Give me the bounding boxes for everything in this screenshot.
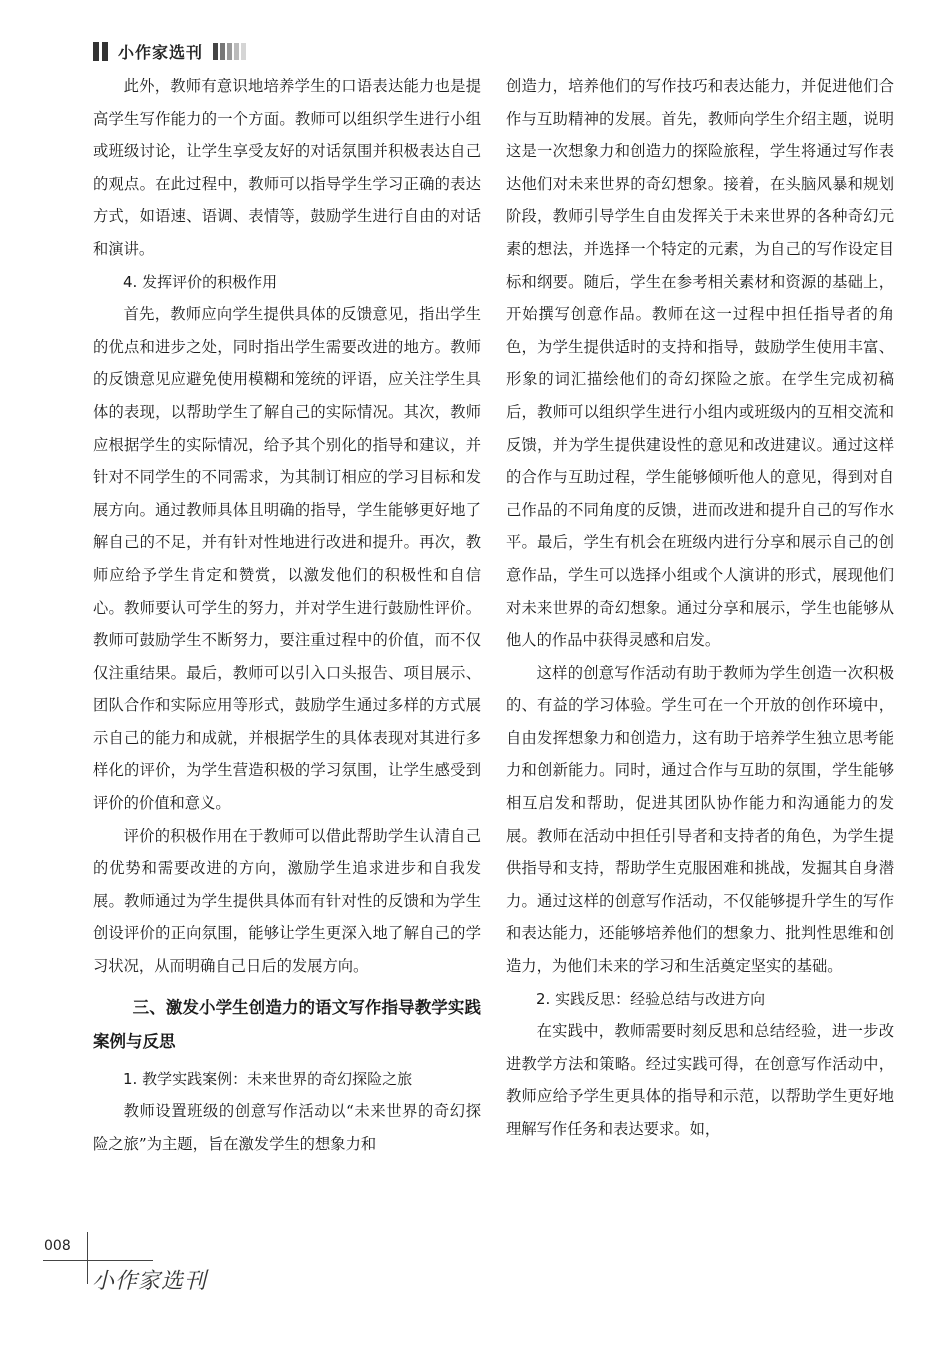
subheading: 4. 发挥评价的积极作用	[123, 272, 278, 291]
paragraph: 在实践中，教师需要时刻反思和总结经验，进一步改进教学方法和策略。经过实践可得，在创意写作活动中，教师应给予学生更具体的指导和示范，以帮助学生更好地理解写作任务和表达要求。如，	[506, 1022, 894, 1138]
subheading: 2. 实践反思：经验总结与改进方向	[536, 989, 766, 1008]
footer-divider	[87, 1232, 88, 1284]
page-number: 008	[44, 1238, 71, 1254]
subheading: 1. 教学实践案例：未来世界的奇幻探险之旅	[123, 1069, 413, 1088]
left-column	[93, 70, 481, 1160]
footer-brand-logo: 小作家选刊	[92, 1269, 208, 1294]
journal-title: 小作家选刊	[118, 42, 204, 62]
paragraph: 教师设置班级的创意写作活动以“未来世界的奇幻探险之旅”为主题，旨在激发学生的想象力和	[93, 1102, 481, 1153]
header-stripe-icon	[234, 43, 239, 60]
header-stripe-icon	[241, 43, 246, 60]
paragraph: 首先，教师应向学生提供具体的反馈意见，指出学生的优点和进步之处，同时指出学生需要改进的地方。教师的反馈意见应避免使用模糊和笼统的评语，应关注学生具体的表现，以帮助学生了解自己的实际情况。其次，教师应根据学生的实际情况，给予其个别化的指导和建议，并针对不同学生的不同需求，为其制订相应的学习目标和发展方向。通过教师具体且明确的指导，学生能够更好地了解自己的不足，并有针对性地进行改进和提升。再次，教师应给予学生肯定和赞赏，以激发他们的积极性和自信心。教师要认可学生的努力，并对学生进行鼓励性评价。教师可鼓励学生不断努力，要注重过程中的价值，而不仅仅注重结果。最后，教师可以引入口头报告、项目展示、团队合作和实际应用等形式，鼓励学生通过多样的方式展示自己的能力和成就，并根据学生的具体表现对其进行多样化的评价，为学生营造积极的学习氛围，让学生感受到评价的价值和意义。	[93, 305, 481, 813]
paragraph: 创造力，培养他们的写作技巧和表达能力，并促进他们合作与互助精神的发展。首先，教师向学生介绍主题，说明这是一次想象力和创造力的探险旅程，学生将通过写作表达他们对未来世界的奇幻想象。接着，在头脑风暴和规划阶段，教师引导学生自由发挥关于未来世界的各种奇幻元素的想法，并选择一个特定的元素，为自己的写作设定目标和纲要。随后，学生在参考相关素材和资源的基础上，开始撰写创意作品。教师在这一过程中担任指导者的角色，为学生提供适时的支持和指导，鼓励学生使用丰富、形象的词汇描绘他们的奇幻探险之旅。在学生完成初稿后，教师可以组织学生进行小组内或班级内的互相交流和反馈，并为学生提供建设性的意见和改进建议。通过这样的合作与互助过程，学生能够倾听他人的意见，得到对自己作品的不同角度的反馈，进而改进和提升自己的写作水平。最后，学生有机会在班级内进行分享和展示自己的创意作品，学生可以选择小组或个人演讲的形式，展现他们对未来世界的奇幻想象。通过分享和展示，学生也能够从他人的作品中获得灵感和启发。	[506, 77, 894, 650]
running-header	[93, 38, 248, 64]
right-column	[506, 70, 894, 1146]
footer-rule	[43, 1260, 153, 1261]
header-stripe-icon	[220, 43, 225, 60]
paragraph: 这样的创意写作活动有助于教师为学生创造一次积极的、有益的学习体验。学生可在一个开放的创作环境中，自由发挥想象力和创造力，这有助于培养学生独立思考能力和创新能力。同时，通过合作与互助的氛围，学生能够相互启发和帮助，促进其团队协作能力和沟通能力的发展。教师在活动中担任引导者和支持者的角色，为学生提供指导和支持，帮助学生克服困难和挑战，发掘其自身潜力。通过这样的创意写作活动，不仅能够提升学生的写作和表达能力，还能够培养他们的想象力、批判性思维和创造力，为他们未来的学习和生活奠定坚实的基础。	[506, 663, 894, 976]
paragraph: 评价的积极作用在于教师可以借此帮助学生认清自己的优势和需要改进的方向，激励学生追求进步和自我发展。教师通过为学生提供具体而有针对性的反馈和为学生创设评价的正向氛围，能够让学生更深入地了解自己的学习状况，从而明确自己日后的发展方向。	[93, 826, 481, 976]
paragraph: 此外，教师有意识地培养学生的口语表达能力也是提高学生写作能力的一个方面。教师可以组织学生进行小组或班级讨论，让学生享受友好的对话氛围并积极表达自己的观点。在此过程中，教师可以指导学生学习正确的表达方式，如语速、语调、表情等，鼓励学生进行自由的对话和演讲。	[93, 77, 481, 258]
header-bar-icon	[93, 42, 99, 61]
header-stripe-icon	[227, 43, 232, 60]
header-bar-icon	[102, 42, 108, 61]
header-stripe-icon	[213, 43, 218, 60]
section-heading: 三、激发小学生创造力的语文写作指导教学实践案例与反思	[93, 997, 481, 1051]
